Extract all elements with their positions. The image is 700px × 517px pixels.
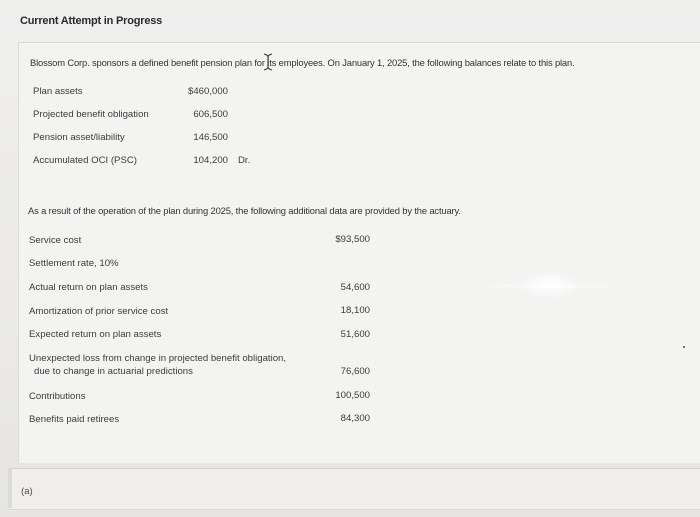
part-a-label: (a): [21, 486, 33, 497]
balance-label-plan-assets: Plan assets: [33, 86, 83, 97]
additional-value-unexpected-loss: 76,600: [340, 366, 370, 377]
balance-value-pension-liability: 146,500: [193, 132, 228, 143]
balance-label-accumulated-oci: Accumulated OCI (PSC): [33, 155, 137, 166]
screen-speck: [683, 346, 685, 348]
balance-value-accumulated-oci: 104,200: [193, 155, 228, 166]
part-a-section: [8, 468, 700, 510]
additional-value-actual-return: 54,600: [340, 282, 370, 293]
additional-label-service-cost: Service cost: [29, 235, 82, 246]
text-cursor-icon: [262, 53, 274, 71]
balance-label-pension-liability: Pension asset/liability: [33, 132, 125, 143]
additional-label-benefits-paid: Benefits paid retirees: [29, 414, 120, 425]
additional-value-service-cost: $93,500: [335, 234, 370, 245]
balance-suffix-dr: Dr.: [238, 155, 251, 166]
balance-label-pbo: Projected benefit obligation: [33, 109, 149, 120]
additional-label-contributions: Contributions: [29, 391, 86, 402]
balance-value-plan-assets: $460,000: [187, 86, 228, 97]
problem-intro: Blossom Corp. sponsors a defined benefit pension plan for its employees. On January 1, 2025, the following balances relate to this plan.: [30, 57, 575, 68]
additional-label-unexpected-loss-line2: due to change in actuarial predictions: [34, 366, 193, 377]
additional-label-expected-return: Expected return on plan assets: [29, 329, 162, 340]
additional-label-unexpected-loss: Unexpected loss from change in projected benefit obligation,: [29, 353, 287, 364]
additional-value-benefits-paid: 84,300: [340, 413, 370, 424]
additional-label-settlement-rate: Settlement rate, 10%: [29, 258, 119, 269]
additional-label-amortization-psc: Amortization of prior service cost: [29, 306, 169, 317]
part-a-left-border: [8, 468, 12, 508]
additional-value-amortization-psc: 18,100: [340, 305, 370, 316]
additional-value-contributions: 100,500: [335, 390, 370, 401]
additional-label-actual-return: Actual return on plan assets: [29, 282, 148, 293]
problem-additional-intro: As a result of the operation of the plan during 2025, the following additional data are provided by the actuary.: [28, 205, 461, 216]
screen-glare-core: [520, 270, 580, 300]
page-title: Current Attempt in Progress: [20, 15, 163, 27]
additional-value-expected-return: 51,600: [340, 329, 370, 340]
balance-value-pbo: 606,500: [193, 109, 228, 120]
